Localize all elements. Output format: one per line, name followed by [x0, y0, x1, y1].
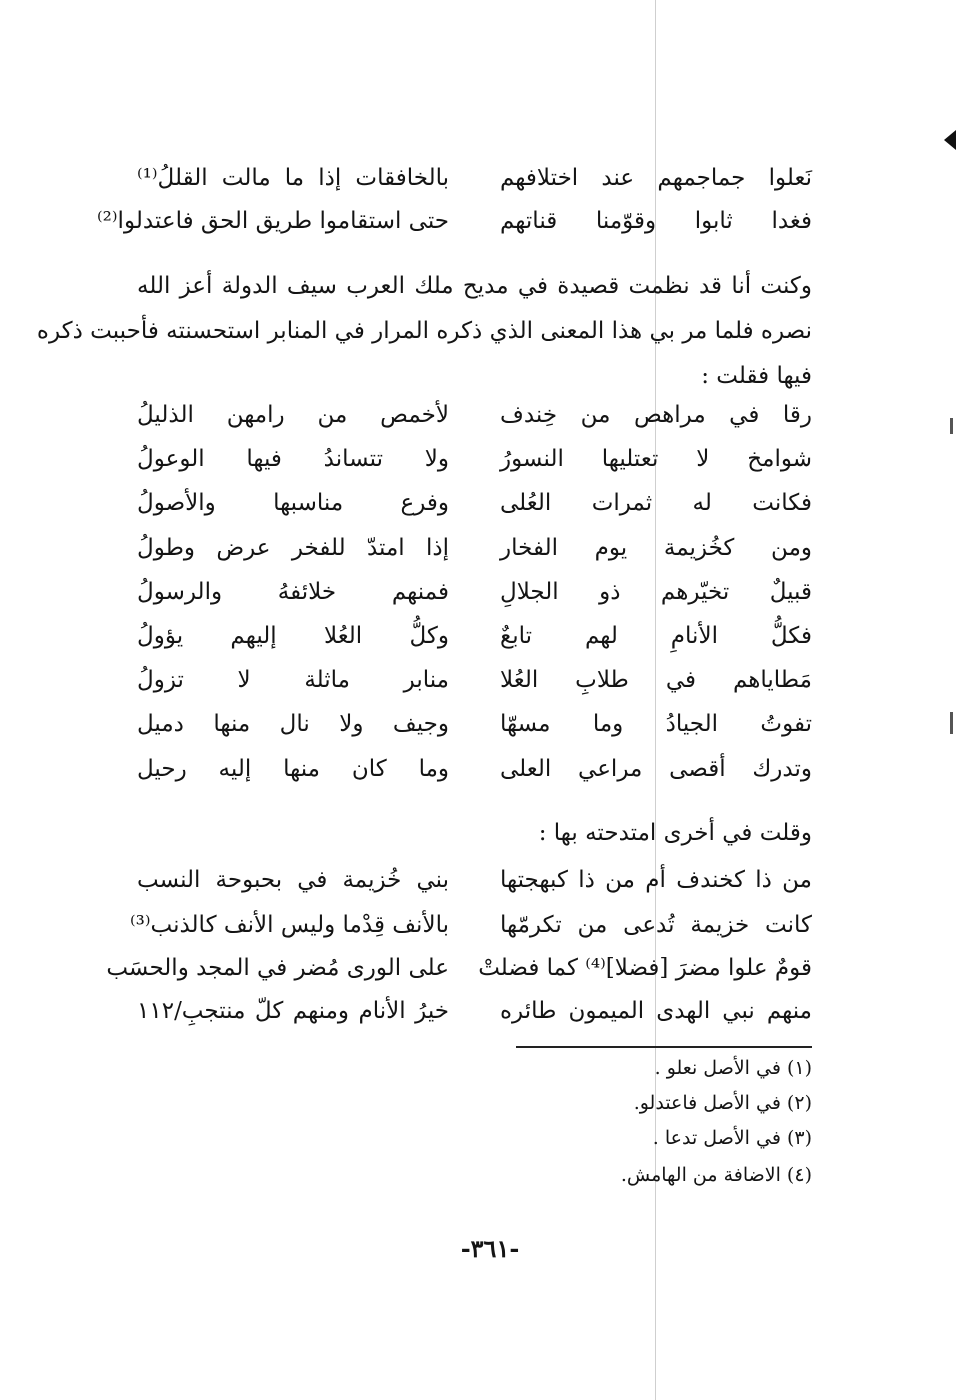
verse-hemistich-left: حتى استقاموا طريق الحق فاعتدلوا⁽²⁾ [97, 208, 449, 234]
verse-hemistich-left: بالخافقات إذا ما مالت القللُ⁽¹⁾ [137, 165, 449, 191]
verse-hemistich-left: وكلُّ العُلا إليهم يؤولُ [137, 623, 449, 649]
footnote-separator [516, 1046, 812, 1048]
verse-hemistich-left: لأخمص من رامهن الذليلُ [137, 402, 449, 428]
verse-hemistich-left: إذا امتدّ للفخر عرض وطولُ [137, 535, 449, 561]
verse-hemistich-left: منابر ماثلة لا تزولُ [137, 667, 449, 693]
verse-hemistich-right: كانت خزيمة تُدعى من تكرمّها [500, 912, 812, 938]
verse-hemistich-right: فغدا ثابوا وقوّمنا قناتهم [500, 208, 812, 234]
paragraph-line: وكنت أنا قد نظمت قصيدة في مديح ملك العرب سيف الدولة أعز الله [137, 273, 812, 299]
paragraph-line: نصره فلما مر بي هذا المعنى الذي ذكره المرار في المنابر استحسنته فأحببت ذكره [36, 318, 812, 344]
verse-hemistich-right: منهم نبي الهدى الميمون طائره [500, 998, 812, 1024]
verse-hemistich-right: قبيلٌ تخيّرهم ذو الجلالِ [500, 579, 812, 605]
verse-hemistich-left: وما كان منها إليه رحيل [137, 756, 449, 782]
footnote: (٤) الاضافة من الهامش. [620, 1164, 812, 1186]
footnote: (١) في الأصل نعلو . [654, 1057, 812, 1079]
verse-hemistich-right: شوامخ لا تعتليها النسورُ [500, 446, 812, 472]
verse-hemistich-left: وفرع مناسبها والأصولُ [137, 490, 449, 516]
verse-hemistich-left: بني خُزيمة في بحبوحة النسب [137, 867, 449, 893]
footnote: (٣) في الأصل تدعا . [652, 1127, 812, 1149]
verse-hemistich-right: فكلُّ الأنامِ لهم تابعٌ [500, 623, 812, 649]
edge-marker-icon [944, 130, 956, 150]
verse-hemistich-right: من ذا كخندف أم من ذا كبهجتها [500, 867, 812, 893]
paragraph-line: فيها فقلت : [701, 363, 812, 389]
verse-hemistich-right: وتدرك أقصى مراعي العلى [500, 756, 812, 782]
verse-hemistich-left: خيرُ الأنام ومنهم كلّ منتجبِ/١١٢ [137, 998, 449, 1024]
page-number: -٣٦١- [460, 1234, 520, 1263]
footnote: (٢) في الأصل فاعتدلو. [633, 1092, 812, 1114]
verse-hemistich-right: نَعلوا جماجمهم عند اختلافهم [500, 165, 812, 191]
verse-hemistich-right: ومن كخُزيمة يوم الفخار [500, 535, 812, 561]
verse-hemistich-right: مَطاياهم في طلابِ العُلا [500, 667, 812, 693]
verse-hemistich-left: بالأنف قِدْما وليس الأنف كالذنب⁽³⁾ [129, 912, 449, 938]
verse-hemistich-right: تفوتُ الجيادُ وما مسهّا [500, 711, 812, 737]
prose-paragraph [36, 264, 812, 399]
verse-hemistich-right: فكانت له ثمرات العُلى [500, 490, 812, 516]
edge-tick [950, 418, 953, 434]
edge-tick [950, 712, 953, 734]
verse-hemistich-right: قومٌ علوا مضرَ [فضلا]⁽⁴⁾ كما فضلتْ [478, 955, 812, 981]
verse-hemistich-left: ولا تتساندُ فيها الوعولُ [137, 446, 449, 472]
verse-hemistich-right: رقا في مراهص من خِندف [500, 402, 812, 428]
intro-line: وقلت في أخرى امتدحته بها : [538, 820, 812, 846]
verse-hemistich-left: على الورى مُضر في المجد والحسَب [106, 955, 449, 981]
verse-hemistich-left: فمنهم خلائفهُ والرسولُ [137, 579, 449, 605]
verse-hemistich-left: وجيف ولا نال منها دميل [137, 711, 449, 737]
